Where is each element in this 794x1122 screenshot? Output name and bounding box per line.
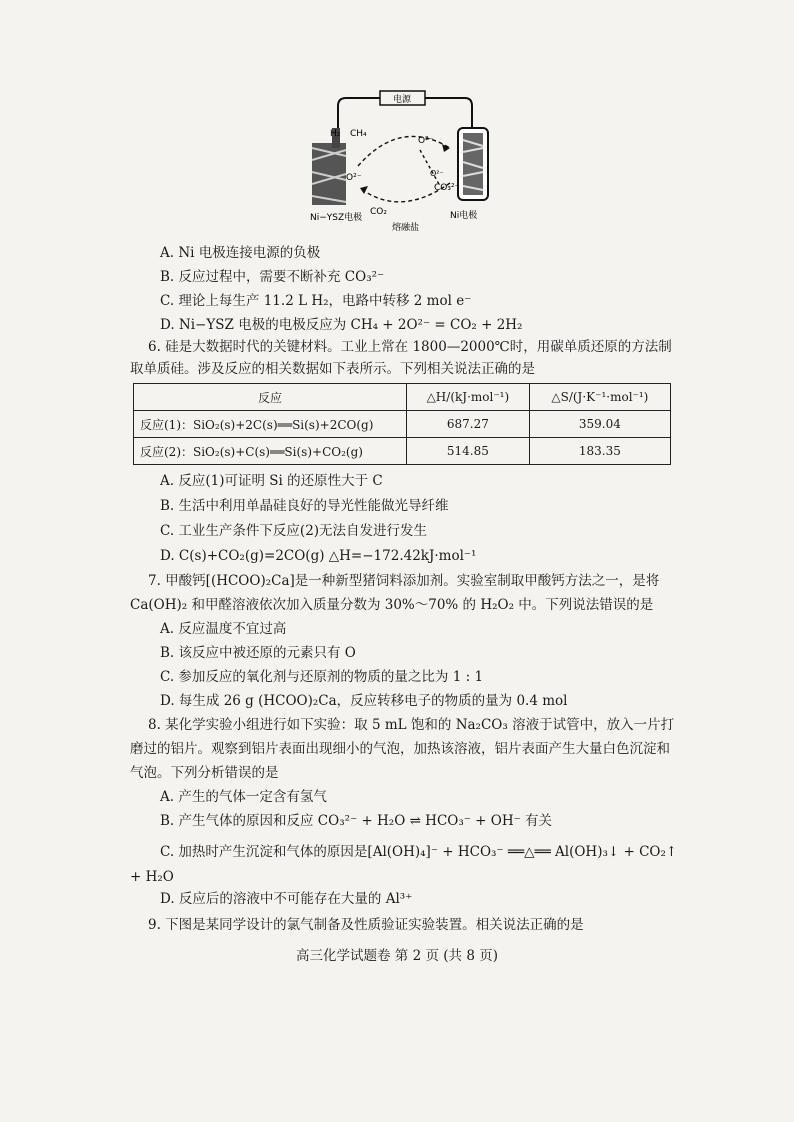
table-header: △S/(J·K⁻¹·mol⁻¹) xyxy=(529,384,670,411)
q6-option-b: B. 生活中利用单晶硅良好的导光性能做光导纤维 xyxy=(160,498,449,514)
q8-stem-line3: 气泡。下列分析错误的是 xyxy=(130,765,279,781)
q6-stem-line2: 取单质硅。涉及反应的相关数据如下表所示。下列相关说法正确的是 xyxy=(130,361,535,377)
q8-option-c: C. 加热时产生沉淀和气体的原因是[Al(OH)₄]⁻ + HCO₃⁻ ══△══ Al(OH)₃↓ + CO₂↑ xyxy=(160,844,678,860)
h2-label: H₂ xyxy=(330,129,341,139)
q7-stem-line1: 7. 甲酸钙[(HCOO)₂Ca]是一种新型猪饲料添加剂。实验室制取甲酸钙方法之一，是将 xyxy=(148,573,660,589)
q5-option-c: C. 理论上每生产 11.2 L H₂，电路中转移 2 mol e⁻ xyxy=(160,293,472,309)
co2-label: CO₂ xyxy=(370,207,387,217)
table-row xyxy=(134,411,671,438)
q9-stem: 9. 下图是某同学设计的氯气制备及性质验证实验装置。相关说法正确的是 xyxy=(148,917,584,933)
table-cell: 183.35 xyxy=(529,438,670,465)
q7-option-c: C. 参加反应的氧化剂与还原剂的物质的量之比为 1 : 1 xyxy=(160,669,484,685)
table-header: 反应 xyxy=(134,384,407,411)
q7-option-b: B. 该反应中被还原的元素只有 O xyxy=(160,645,356,661)
q6-stem-line1: 6. 硅是大数据时代的关键材料。工业上常在 1800—2000℃时，用碳单质还原的方法制 xyxy=(148,339,672,355)
ni-electrode xyxy=(458,128,488,200)
molten-salt-label: 熔融盐 xyxy=(392,223,420,233)
o2-label-top: O²⁻ xyxy=(418,136,434,146)
table-header: △H/(kJ·mol⁻¹) xyxy=(407,384,530,411)
q7-stem-line2: Ca(OH)₂ 和甲醛溶液依次加入质量分数为 30%～70% 的 H₂O₂ 中。下列说法错误的是 xyxy=(130,597,654,613)
circuit-wire xyxy=(338,98,380,128)
electrolysis-diagram xyxy=(300,88,520,238)
q8-option-d: D. 反应后的溶液中不可能存在大量的 Al³⁺ xyxy=(160,891,413,907)
co3-label: CO₃²⁻ xyxy=(434,183,460,193)
q8-stem-line2: 磨过的铝片。观察到铝片表面出现细小的气泡，加热该溶液，铝片表面产生大量白色沉淀和 xyxy=(130,741,670,757)
q6-option-a: A. 反应(1)可证明 Si 的还原性大于 C xyxy=(160,473,383,489)
table-row xyxy=(134,438,671,465)
q5-option-a: A. Ni 电极连接电源的负极 xyxy=(160,245,321,261)
power-label: 电源 xyxy=(392,95,412,105)
q8-option-a: A. 产生的气体一定含有氢气 xyxy=(160,789,327,805)
q7-option-a: A. 反应温度不宜过高 xyxy=(160,621,287,637)
flow-arrow xyxy=(358,136,450,166)
page-footer: 高三化学试题卷 第 2 页 (共 8 页) xyxy=(296,948,498,964)
left-electrode-label: Ni−YSZ电极 xyxy=(310,213,363,223)
table-cell: 514.85 xyxy=(407,438,530,465)
table-cell: 反应(2)：SiO₂(s)+C(s)══Si(s)+CO₂(g) xyxy=(134,438,407,465)
q8-option-c-cont: + H₂O xyxy=(130,869,174,885)
flow-arrow xyxy=(420,150,440,186)
ni-ysz-electrode xyxy=(312,128,346,205)
q7-option-d: D. 每生成 26 g (HCOO)₂Ca，反应转移电子的物质的量为 0.4 mol xyxy=(160,693,568,709)
table-cell: 359.04 xyxy=(529,411,670,438)
table-cell: 反应(1)：SiO₂(s)+2C(s)══Si(s)+2CO(g) xyxy=(134,411,407,438)
o2-label-left: O²⁻ xyxy=(346,173,362,183)
q6-option-c: C. 工业生产条件下反应(2)无法自发进行发生 xyxy=(160,523,428,539)
q8-stem-line1: 8. 某化学实验小组进行如下实验：取 5 mL 饱和的 Na₂CO₃ 溶液于试管中，放入一片打 xyxy=(148,717,675,733)
q8-option-b: B. 产生气体的原因和反应 CO₃²⁻ + H₂O ⇌ HCO₃⁻ + OH⁻ 有关 xyxy=(160,813,553,829)
o2-label-mid: O²⁻ xyxy=(430,169,444,178)
reaction-data-table xyxy=(133,383,671,465)
q5-option-b: B. 反应过程中，需要不断补充 CO₃²⁻ xyxy=(160,269,385,285)
q6-option-d: D. C(s)+CO₂(g)=2CO(g) △H=−172.42kJ·mol⁻¹ xyxy=(160,548,477,564)
q5-option-d: D. Ni−YSZ 电极的电极反应为 CH₄ + 2O²⁻ = CO₂ + 2H₂ xyxy=(160,317,523,333)
ch4-label: CH₄ xyxy=(350,129,367,139)
right-electrode-label: Ni电极 xyxy=(450,211,478,221)
table-header-row xyxy=(134,384,671,411)
table-cell: 687.27 xyxy=(407,411,530,438)
circuit-wire xyxy=(425,98,472,128)
